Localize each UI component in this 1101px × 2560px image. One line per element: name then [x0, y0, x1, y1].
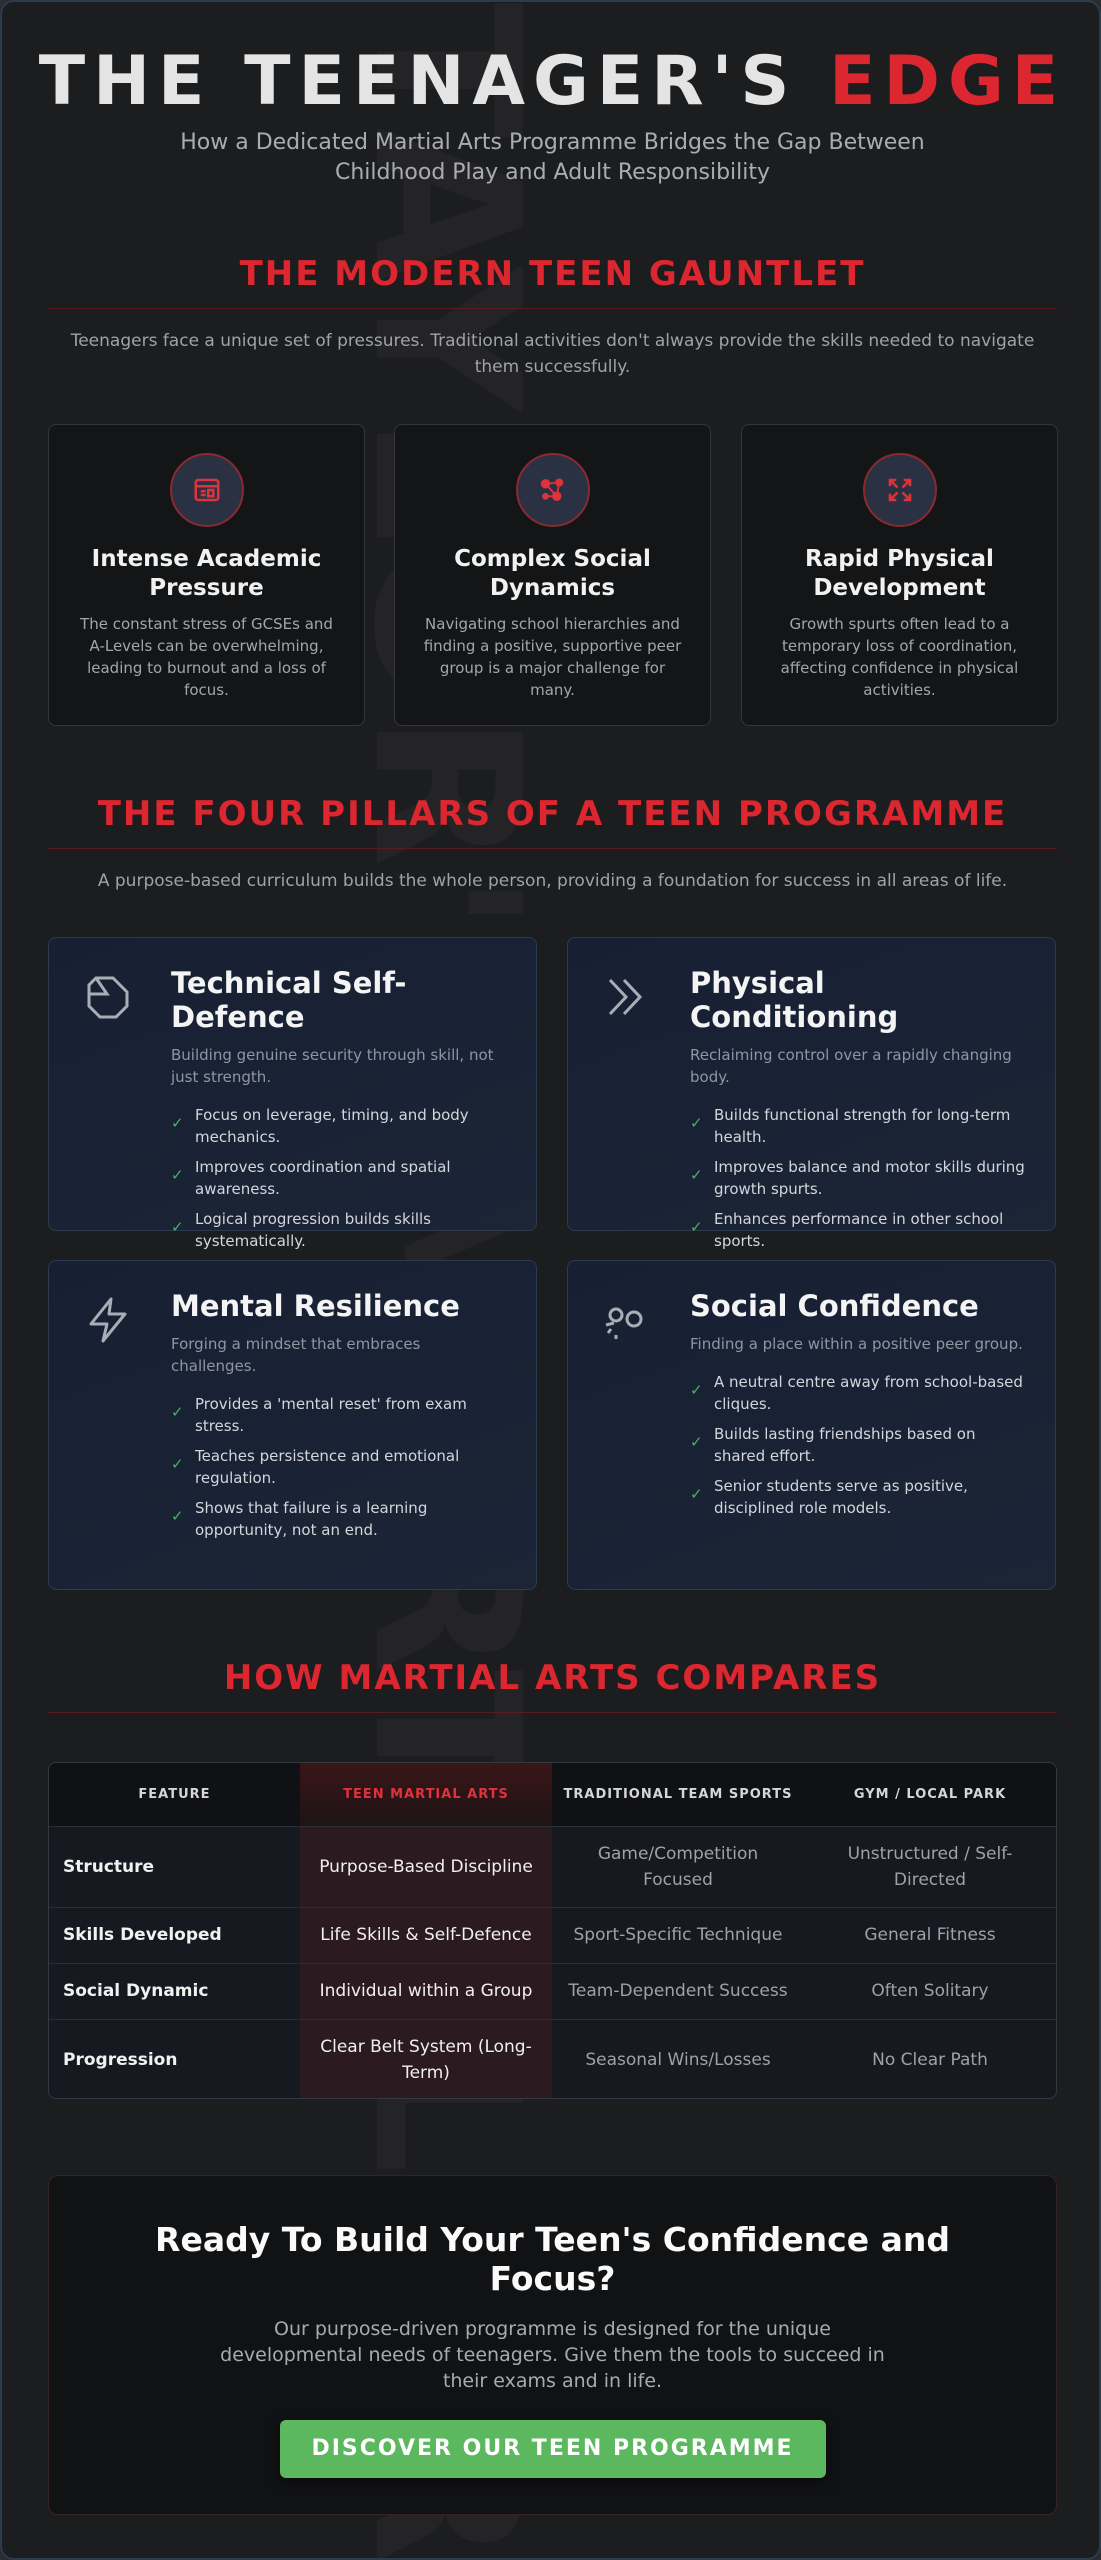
pillar-social — [567, 1260, 1056, 1590]
card-title: Rapid Physical Development — [805, 546, 994, 601]
pillar-title: Physical Conditioning — [690, 966, 899, 1034]
people-icon — [602, 1295, 652, 1345]
list-item: ✓ Builds lasting friendships based on shared effort. — [690, 1425, 976, 1465]
pillars-subtitle: A purpose-based curriculum builds the whole person, providing a foundation for success in all areas of life. — [97, 871, 1008, 891]
header-martial-arts: TEEN MARTIAL ARTS — [300, 1763, 552, 1826]
newspaper-icon — [170, 453, 244, 527]
table-cell: Skills Developed — [49, 1907, 300, 1963]
pillar-desc: Finding a place within a positive peer group. — [690, 1335, 1023, 1353]
header-feature: FEATURE — [49, 1763, 300, 1826]
gauntlet-card-social — [394, 424, 711, 726]
gauntlet-subtitle: Teenagers face a unique set of pressures. Traditional activities don't always provide the skills needed to navigate them successfully. — [70, 331, 1035, 377]
cta-panel — [48, 2175, 1057, 2515]
pillars-title: THE FOUR PILLARS OF A TEEN PROGRAMME — [48, 794, 1057, 849]
pillar-desc: Reclaiming control over a rapidly changing body. — [690, 1046, 1012, 1086]
card-text: Navigating school hierarchies and finding a positive, supportive peer group is a major challenge for many. — [423, 615, 682, 699]
compare-table — [48, 1762, 1057, 2099]
list-item: ✓ Builds functional strength for long-term health. — [690, 1106, 1011, 1146]
page-subtitle: How a Dedicated Martial Arts Programme Bridges the Gap Between Childhood Play and Adult Responsibility — [180, 130, 925, 185]
compare-title: HOW MARTIAL ARTS COMPARES — [48, 1658, 1057, 1713]
table-row — [49, 1826, 1056, 1907]
list-item: ✓ Improves coordination and spatial awareness. — [171, 1158, 451, 1198]
check-icon: ✓ — [171, 1218, 184, 1236]
table-header-row — [49, 1763, 1056, 1826]
gauntlet-card-academic — [48, 424, 365, 726]
table-cell: Structure — [49, 1826, 300, 1907]
pillar-bullets — [171, 1104, 506, 1252]
pillar-desc: Building genuine security through skill, not just strength. — [171, 1046, 494, 1086]
pillar-self-defence — [48, 937, 537, 1250]
social-network-icon — [516, 453, 590, 527]
table-cell: Team-Dependent Success — [552, 1963, 804, 2019]
table-cell: General Fitness — [804, 1907, 1056, 1963]
hero — [2, 42, 1101, 188]
double-chevron-icon — [602, 972, 652, 1022]
table-cell: Sport-Specific Technique — [552, 1907, 804, 1963]
table-cell: Unstructured / Self-Directed — [804, 1826, 1056, 1907]
list-item: ✓ Senior students serve as positive, disciplined role models. — [690, 1477, 968, 1517]
title-red: EDGE — [829, 42, 1067, 121]
table-row — [49, 1907, 1056, 1963]
table-cell: Life Skills & Self-Defence — [300, 1907, 552, 1963]
check-icon: ✓ — [690, 1166, 703, 1184]
table-cell: Individual within a Group — [300, 1963, 552, 2019]
table-cell: Clear Belt System (Long-Term) — [300, 2019, 552, 2099]
card-text: Growth spurts often lead to a temporary loss of coordination, affecting confidence in physical activities. — [780, 615, 1019, 699]
pillar-resilience — [48, 1260, 537, 1590]
cta-text: Our purpose-driven programme is designed for the unique developmental needs of teenagers. Give them the tools to succeed in their exams and in life. — [220, 2318, 885, 2392]
check-icon: ✓ — [171, 1114, 184, 1132]
pillar-bullets — [690, 1371, 1025, 1519]
table-cell: Often Solitary — [804, 1963, 1056, 2019]
title-white: THE TEENAGER'S — [38, 42, 798, 121]
pillar-bullets — [690, 1104, 1025, 1252]
pillar-title: Mental Resilience — [171, 1289, 460, 1323]
list-item: ✓ Improves balance and motor skills during growth spurts. — [690, 1158, 1025, 1198]
list-item: ✓ Provides a 'mental reset' from exam stress. — [171, 1395, 467, 1435]
check-icon: ✓ — [171, 1507, 184, 1525]
pillar-title: Technical Self-Defence — [171, 966, 407, 1034]
card-title: Complex Social Dynamics — [454, 546, 651, 601]
check-icon: ✓ — [690, 1485, 703, 1503]
table-row — [49, 1963, 1056, 2019]
discover-programme-button[interactable]: DISCOVER OUR TEEN PROGRAMME — [280, 2420, 826, 2478]
list-item: ✓ Focus on leverage, timing, and body mechanics. — [171, 1106, 469, 1146]
gauntlet-card-physical — [741, 424, 1058, 726]
shield-icon — [83, 972, 133, 1022]
card-title: Intense Academic Pressure — [91, 546, 322, 601]
lightning-icon — [83, 1295, 133, 1345]
check-icon: ✓ — [690, 1381, 703, 1399]
table-cell: Game/Competition Focused — [552, 1826, 804, 1907]
check-icon: ✓ — [690, 1114, 703, 1132]
check-icon: ✓ — [171, 1403, 184, 1421]
pillar-title: Social Confidence — [690, 1289, 979, 1323]
check-icon: ✓ — [690, 1433, 703, 1451]
list-item: ✓ A neutral centre away from school-based cliques. — [690, 1373, 1023, 1413]
pillar-desc: Forging a mindset that embraces challenges. — [171, 1335, 421, 1375]
pillar-conditioning — [567, 937, 1056, 1250]
table-row — [49, 2019, 1056, 2099]
list-item: ✓ Enhances performance in other school sports. — [690, 1210, 1004, 1250]
page-title — [2, 42, 1101, 122]
list-item: ✓ Logical progression builds skills systematically. — [171, 1210, 431, 1250]
expand-arrows-icon — [863, 453, 937, 527]
check-icon: ✓ — [171, 1166, 184, 1184]
check-icon: ✓ — [690, 1218, 703, 1236]
table-cell: Social Dynamic — [49, 1963, 300, 2019]
card-text: The constant stress of GCSEs and A-Levels can be overwhelming, leading to burnout and a loss of focus. — [80, 615, 333, 699]
check-icon: ✓ — [171, 1455, 184, 1473]
header-team-sports: TRADITIONAL TEAM SPORTS — [552, 1763, 804, 1826]
table-cell: Progression — [49, 2019, 300, 2099]
pillar-bullets — [171, 1393, 506, 1541]
table-cell: No Clear Path — [804, 2019, 1056, 2099]
table-cell: Seasonal Wins/Losses — [552, 2019, 804, 2099]
table-cell: Purpose-Based Discipline — [300, 1826, 552, 1907]
list-item: ✓ Teaches persistence and emotional regulation. — [171, 1447, 460, 1487]
header-gym: GYM / LOCAL PARK — [804, 1763, 1056, 1826]
list-item: ✓ Shows that failure is a learning opportunity, not an end. — [171, 1499, 428, 1539]
gauntlet-title: THE MODERN TEEN GAUNTLET — [48, 254, 1057, 309]
cta-title: Ready To Build Your Teen's Confidence and Focus? — [155, 2220, 950, 2298]
